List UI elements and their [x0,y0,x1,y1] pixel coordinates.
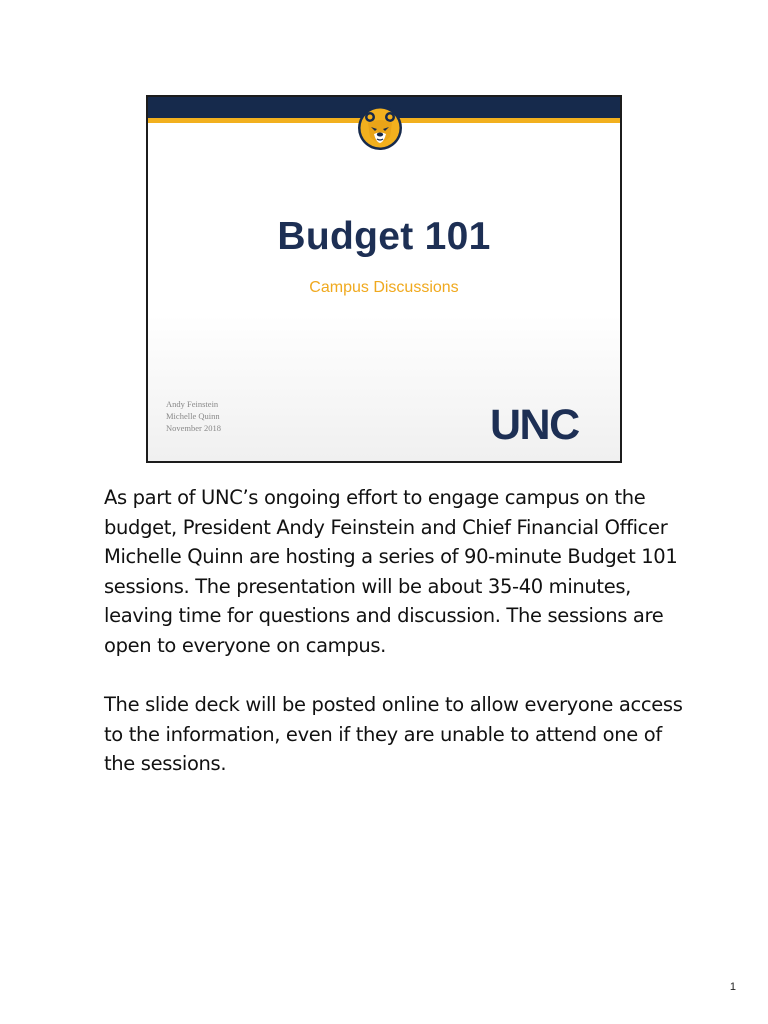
bear-mascot-icon [357,105,403,151]
presenter-block [166,398,221,434]
presenter-name: Michelle Quinn [166,411,220,421]
slide-subtitle: Campus Discussions [309,279,459,296]
notes-paragraph: The slide deck will be posted online to allow everyone access to the information, even if they are unable to attend one of the sessions. [104,693,683,775]
presentation-date: November 2018 [166,423,222,433]
unc-logo: UNC [490,401,579,449]
slide-title: Budget 101 [277,215,491,258]
speaker-notes [104,483,684,809]
slide-thumbnail [146,95,622,463]
notes-paragraph: As part of UNC’s ongoing effort to engage campus on the budget, President Andy Feinstein and Chief Financial Officer Michelle Quinn are hosting a series of 90-minute Budget 101 sessions. The presentation will be about 35-40 minutes, leaving time for questions and discussion. The sessions are open to everyone on campus. [104,486,678,657]
presenter-name: Andy Feinstein [166,399,219,409]
page-number: 1 [729,981,736,993]
